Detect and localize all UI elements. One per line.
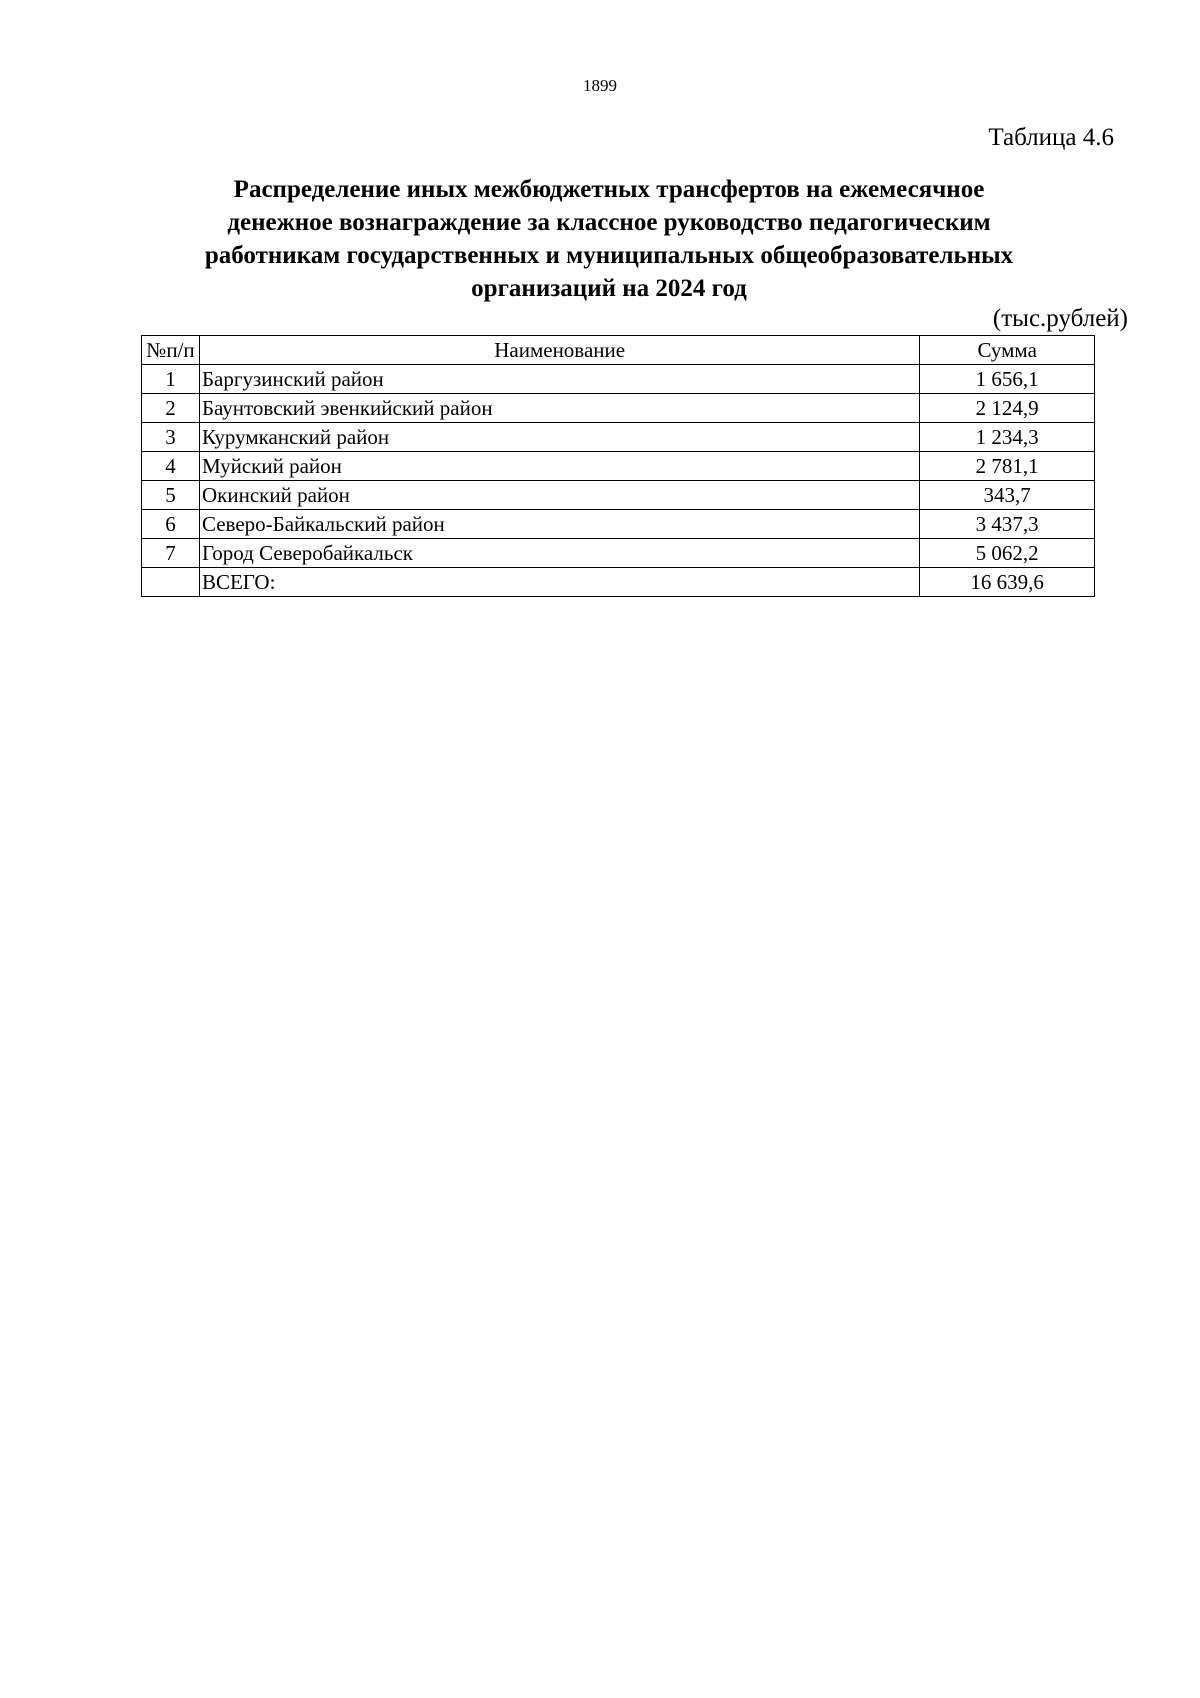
title-line: работникам государственных и муниципальных общеобразовательных <box>204 242 1014 269</box>
table-header-row <box>142 336 1095 365</box>
row-name: Баргузинский район <box>199 365 919 394</box>
total-label: ВСЕГО: <box>199 568 919 597</box>
document-title <box>140 173 1078 305</box>
row-name: Город Северобайкальск <box>199 539 919 568</box>
title-line: Распределение иных межбюджетных трансфертов на ежемесячное <box>233 176 985 203</box>
row-sum: 5 062,2 <box>920 539 1095 568</box>
table-row <box>142 539 1095 568</box>
title-line: организаций на 2024 год <box>471 275 747 302</box>
row-num: 3 <box>142 423 200 452</box>
row-sum: 343,7 <box>920 481 1095 510</box>
row-name: Окинский район <box>199 481 919 510</box>
row-num: 7 <box>142 539 200 568</box>
row-num: 4 <box>142 452 200 481</box>
header-sum: Сумма <box>920 336 1095 365</box>
row-name: Муйский район <box>199 452 919 481</box>
row-num: 6 <box>142 510 200 539</box>
table-row <box>142 423 1095 452</box>
table-total-row <box>142 568 1095 597</box>
row-name: Северо-Байкальский район <box>199 510 919 539</box>
table-row <box>142 481 1095 510</box>
header-name: Наименование <box>199 336 919 365</box>
table-row <box>142 452 1095 481</box>
total-num <box>142 568 200 597</box>
total-sum: 16 639,6 <box>920 568 1095 597</box>
table-row <box>142 365 1095 394</box>
title-line: денежное вознаграждение за классное руководство педагогическим <box>227 209 991 236</box>
row-sum: 1 656,1 <box>920 365 1095 394</box>
row-num: 5 <box>142 481 200 510</box>
row-sum: 2 124,9 <box>920 394 1095 423</box>
row-num: 1 <box>142 365 200 394</box>
row-sum: 3 437,3 <box>920 510 1095 539</box>
row-sum: 2 781,1 <box>920 452 1095 481</box>
row-name: Курумканский район <box>199 423 919 452</box>
table-row <box>142 394 1095 423</box>
header-num: №п/п <box>142 336 200 365</box>
unit-label: (тыс.рублей) <box>992 305 1128 332</box>
table-row <box>142 510 1095 539</box>
table-label: Таблица 4.6 <box>988 124 1114 151</box>
allocation-table <box>141 335 1095 597</box>
row-name: Баунтовский эвенкийский район <box>199 394 919 423</box>
page-number: 1899 <box>583 76 617 95</box>
row-num: 2 <box>142 394 200 423</box>
row-sum: 1 234,3 <box>920 423 1095 452</box>
